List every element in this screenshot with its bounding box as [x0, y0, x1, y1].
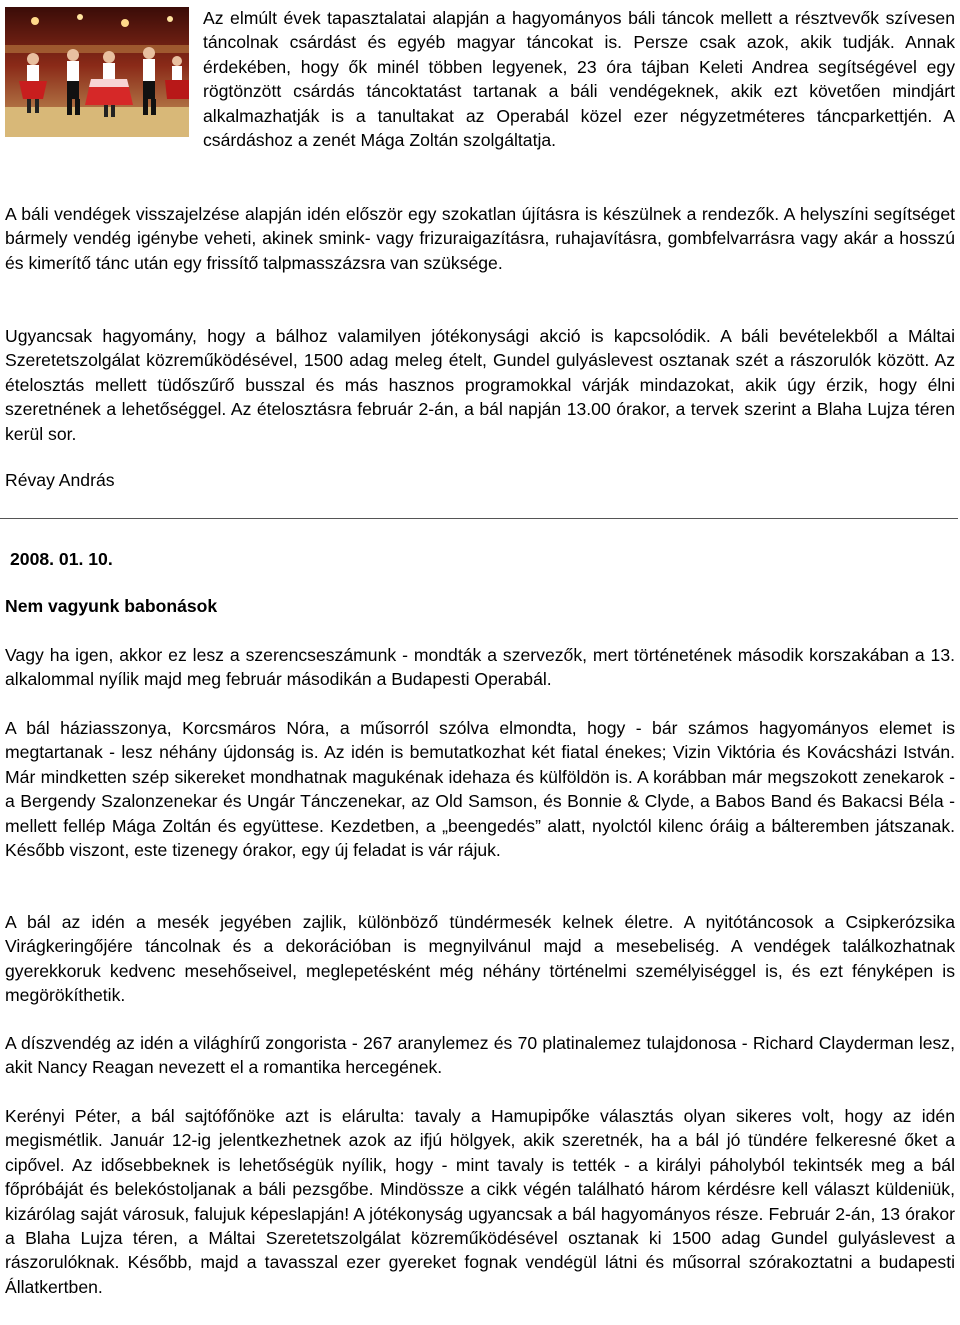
- article1-paragraph-2: A báli vendégek visszajelzése alapján idén először egy szokatlan újításra is készülnek a rendezők. A helyszíni segítséget bármely vendég igénybe veheti, akinek smink- vagy frizuraigazításra, ruhajavításra, gombfelvarrásra vagy akár a hosszú és kimerítő tánc után egy frissítő talpmasszázsra van szüksége.: [5, 204, 955, 273]
- photo-spacer: [5, 0, 203, 148]
- section-divider: [0, 518, 958, 519]
- article1-author: Révay András: [5, 470, 115, 490]
- article1-paragraph-1: [5, 6, 955, 152]
- article2-title: Nem vagyunk babonások: [5, 596, 218, 616]
- article2-paragraph-5: Kerényi Péter, a bál sajtófőnöke azt is elárulta: tavaly a Hamupipőke választás olyan sikeres volt, hogy az idén megismétlik. Január 12-ig jelentkezhetnek azok az ifjú hölgyek, akik szeretnék, ha a bál jó tündére felkeresné őket a cipővel. Az idősebbeknek is lehetőségük nyílik, hogy - mint tavaly is tették - a királyi páholyból tekintsék meg a bál főpróbáját és belekóstoljanak a báli pezsgőbe. Mindössze a cikk végén található három kérdésre kell választ küldeniük, kizárólag saját városuk, falujuk képeslapján! A jótékonyság ugyancsak a bál hagyományos része. Február 2-án, 13 órakor a Blaha Lujza téren, a Máltai Szeretetszolgálat közreműködésével osztanak ki 1500 adag Gundel gulyáslevest a rászorulóknak. Később, majd a tavasszal ezer gyereket fognak vendégül látni és műsorral szórakoztatni a budapesti Állatkertben.: [5, 1106, 955, 1297]
- article2-paragraph-2: A bál háziasszonya, Korcsmáros Nóra, a műsorról szólva elmondta, hogy - bár számos hagyományos elemet is megtartanak - lesz néhány újdonság is. Az idén is bemutatkozhat két fiatal énekes; Vizin Viktória és Kovácsházi István. Már mindketten szép sikereket mondhatnak magukénak idehaza és külföldön is. A korábban már megszokott zenekarok - a Bergendy Szalonzenekar és Ungár Tánczenekar, az Old Samson, és Bonnie & Clyde, a Babos Band és Bakacsi Béla - mellett fellép Mága Zoltán és együttese. Kezdetben, a „beengedés” alatt, nyolctól kilenc óráig a bálteremben játszanak. Később viszont, este tizenegy órakor, egy új feladat is vár rájuk.: [5, 718, 955, 861]
- article2-date: 2008. 01. 10.: [10, 549, 113, 569]
- article1-paragraph-1-text: Az elmúlt évek tapasztalatai alapján a hagyományos báli táncok mellett a résztvevők szívesen táncolnak csárdást és egyéb magyar táncokat is. Persze csak azok, akik tudják. Annak érdekében, hogy ők minél többen legyenek, 23 óra tájban Keleti Andrea segítségével egy rögtönzött csárdás táncoktatást tartanak a báli vendégeknek, akik ezt követően mindjárt alkalmazhatják is a tanultakat az Operabál közel ezer négyzetméteres táncparkettjén. A csárdáshoz a zenét Mága Zoltán szolgáltatja.: [203, 8, 955, 151]
- article2-paragraph-3: A bál az idén a mesék jegyében zajlik, különböző tündérmesék kelnek életre. A nyitótáncosok a Csipkerózsika Virágkeringőjére táncolnak és a dekorációban is megnyilvánul majd a mesebeliség. A vendégek találkozhatnak gyerekkoruk kedvenc mesehőseivel, meglepetésként még néhány történelmi személyiséggel is, és ezt fényképen is megörökíthetik.: [5, 912, 955, 1006]
- article2-paragraph-4: A díszvendég az idén a világhírű zongorista - 267 aranylemez és 70 platinalemez tulajdonosa - Richard Clayderman lesz, akit Nancy Reagan nevezett el a romantika hercegének.: [5, 1033, 955, 1078]
- article2-paragraph-1: Vagy ha igen, akkor ez lesz a szerencseszámunk - mondták a szervezők, mert történetének második korszakában a 13. alkalommal nyílik majd meg február másodikán a Budapesti Operabál.: [5, 645, 955, 690]
- article1-paragraph-3: Ugyancsak hagyomány, hogy a bálhoz valamilyen jótékonysági akció is kapcsolódik. A báli bevételekből a Máltai Szeretetszolgálat közreműködésével, 1500 adag meleg ételt, Gundel gulyáslevest osztanak szét a rászorulók között. Az ételosztás mellett tüdőszűrő busszal és más hasznos programokkal várják mindazokat, akik úgy érzik, hogy élni szeretnének a lehetőséggel. Az ételosztásra február 2-án, a bál napján 13.00 órakor, a tervek szerint a Blaha Lujza téren kerül sor.: [5, 326, 955, 444]
